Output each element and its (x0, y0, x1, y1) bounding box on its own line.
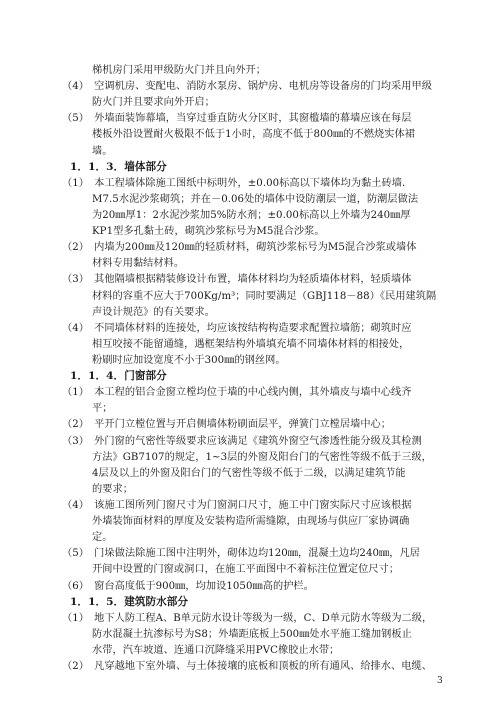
text-line: （1） 本工程的铝合金窗立樘均位于墙的中心线内侧，其外墙皮与墙中心线齐 (62, 387, 412, 399)
text-line: （5） 门垛做法除施工图中注明外，砌体边均120㎜，混凝土边均240㎜，凡居 (62, 548, 420, 560)
text-line: 相互咬接不能留通缝，遇框架结构外墙填充墙不同墙体材料的相接处， (92, 338, 410, 350)
text-line: 墙。 (92, 145, 113, 157)
text-line: M7.5水泥沙浆砌筑；并在－0.06处的墙体中设防潮层一道，防潮层做法 (92, 193, 419, 205)
text-line: 防火门并且要求向外开启； (92, 97, 215, 109)
section-heading: 1．1．4．门窗部分 (70, 370, 167, 383)
text-line: 水带，汽车坡道、连通口沉降缝采用PVC橡胶止水带； (92, 644, 340, 656)
text-line: 声设计规范》的有关要求。 (92, 306, 215, 318)
text-line: （3） 外门窗的气密性等级要求应该满足《建筑外窗空气渗透性能分级及其检测 (62, 435, 422, 447)
text-line: 外墙装饰面材料的厚度及安装构造所需缝隙，由现场与供应厂家协调确 (92, 516, 410, 527)
text-line: （4） 空调机房、变配电、消防水泵房、锅炉房、电机房等设备房的门均采用甲级 (62, 81, 432, 93)
text-line: 防水混凝土抗渗标号为S8；外墙距底板上500㎜处水平施工缝加钢板止 (92, 628, 412, 640)
text-line: 方法》GB7107的规定，1~3层的外窗及阳台门的气密性等级不低于三级， (92, 451, 432, 463)
text-line: 梯机房门采用甲级防火门并且向外开； (92, 65, 267, 76)
text-line: 楼板外沿设置耐火极限不低于1小时，高度不低于800㎜的不燃烧实体裙 (92, 129, 416, 141)
text-line: （1） 本工程墙体除施工图纸中标明外，±0.00标高以下墙体均为黏土砖墙． (62, 177, 413, 189)
section-heading: 1．1．3．墙体部分 (70, 160, 167, 173)
text-line: （2） 平开门立樘位置与开启侧墙体粉刷面层平，弹簧门立樘居墙中心； (62, 419, 392, 431)
text-line: 的要求； (92, 483, 133, 495)
text-line: KP1型多孔黏土砖，砌筑沙浆标号为M5混合沙浆。 (92, 226, 325, 238)
text-line: 材料的容重不应大于700Kg/m³；同时要满足（GBJ118－88）《民用建筑隔 (92, 290, 437, 302)
text-line: （3） 其他隔墙根据精装修设计布置，墙体材料均为轻质墙体材料，轻质墙体 (62, 274, 412, 286)
text-line: 材料专用黏结材料。 (92, 258, 185, 270)
text-line: 开间中设置的门窗或洞口，在施工平面图中不着标注位置定位尺寸； (92, 564, 400, 576)
text-line: （6） 窗台高度低于900㎜，均加设1050㎜高的护栏。 (62, 580, 314, 592)
text-line: （4） 不同墙体材料的连接处，均应该按结构构造要求配置拉墙筋；砌筑时应 (62, 322, 412, 334)
text-line: （2） 凡穿越地下室外墙、与土体接壤的底板和顶板的所有通风、给排水、电缆、 (62, 661, 432, 672)
text-line: 定。 (92, 532, 113, 544)
text-line: 平； (92, 403, 113, 415)
section-heading: 1．1．5．建筑防水部分 (70, 595, 189, 608)
text-line: （1） 地下人防工程A、B单元防水设计等级为一级，C、D单元防水等级为二级， (62, 612, 433, 624)
text-line: （5） 外墙面装饰幕墙，当穿过垂直防火分区时，其窗槛墙的幕墙应该在每层 (62, 113, 412, 125)
text-line: 粉刷时应加设宽度不小于300㎜的钢丝网。 (92, 354, 286, 366)
text-line: 为20㎜厚1：2水泥沙浆加5%防水剂；±0.00标高以上外墙为240㎜厚 (92, 210, 411, 221)
text-line: （4） 该施工图所列门窗尺寸为门窗洞口尺寸，施工中门窗实际尺寸应该根据 (62, 499, 412, 511)
text-line: （2） 内墙为200㎜及120㎜的轻质材料，砌筑沙浆标号为M5混合沙浆或墙体 (62, 242, 417, 254)
text-line: 4层及以上的外窗及阳台门的气密性等级不低于二级，以满足建筑节能 (92, 467, 406, 479)
page-number: 3 (437, 676, 443, 686)
